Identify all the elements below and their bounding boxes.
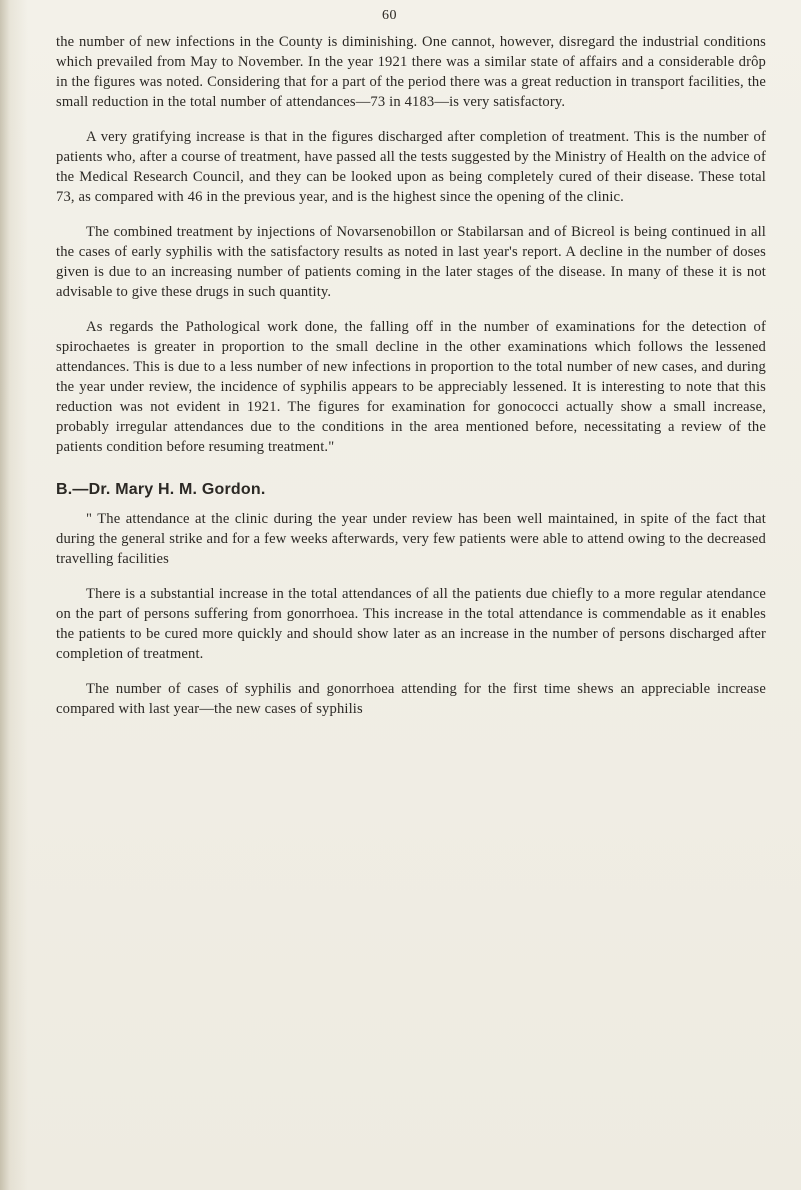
paragraph-discharged-after-treatment: A very gratifying increase is that in the figures discharged after completion of treatment. This is the number of patients who, after a course of treatment, have passed all the tests suggested by the Ministry of Health on the advice of the Medical Research Council, and they can be looked upon as being completely cured of their disease. These total 73, as compared with 46 in the previous year, and is the highest since the opening of the clinic. (56, 129, 766, 205)
paragraph-clinic-attendance: " The attendance at the clinic during the year under review has been well maintained, in spite of the fact that during the general strike and for a few weeks afterwards, very few patients were able to attend owing to the decreased travelling facilities (56, 511, 766, 567)
page-number: 60 (382, 8, 397, 23)
paragraph-combined-treatment: The combined treatment by injections of Novarsenobillon or Stabilarsan and of Bicreol is being continued in all the cases of early syphilis with the satisfactory results as noted in last year's report. A decline in the number of doses given is due to an increasing number of patients coming in the later stages of the disease. In many of these it is not advisable to give these drugs in such quantity. (56, 224, 766, 300)
paragraph-attendance-increase: There is a substantial increase in the total attendances of all the patients due chiefly to a more regular atendance on the part of persons suffering from gonorrhoea. This increase in the total attendance is commendable as it enables the patients to be cured more quickly and should show later as an increase in the number of persons discharged after completion of treatment. (56, 586, 766, 662)
paragraph-pathological-work: As regards the Pathological work done, the falling off in the number of examinations for the detection of spirochaetes is greater in proportion to the small decline in the other examinations which follows the lessened attendances. This is due to a less number of new infections in proportion to the total number of new cases, and during the year under review, the incidence of syphilis appears to be appreciably lessened. It is interesting to note that this reduction was not evident in 1921. The figures for examination for gonococci actually show a small increase, probably irregular attendances due to the conditions in the area mentioned before, necessitating a review of the patients condition before resuming treatment." (56, 319, 766, 455)
section-heading: B.—Dr. Mary H. M. Gordon. (56, 481, 266, 498)
page-body (56, 32, 766, 719)
paragraph-infections-continued: the number of new infections in the County is diminishing. One cannot, however, disregard the industrial conditions which prevailed from May to November. In the year 1921 there was a similar state of affairs and a considerable drôp in the figures was noted. Considering that for a part of the period there was a great reduction in transport facilities, the small reduction in the total number of attendances—73 in 4183—is very satisfactory. (56, 34, 766, 110)
paragraph-new-cases: The number of cases of syphilis and gonorrhoea attending for the first time shews an appreciable increase compared with last year—the new cases of syphilis (56, 681, 766, 717)
